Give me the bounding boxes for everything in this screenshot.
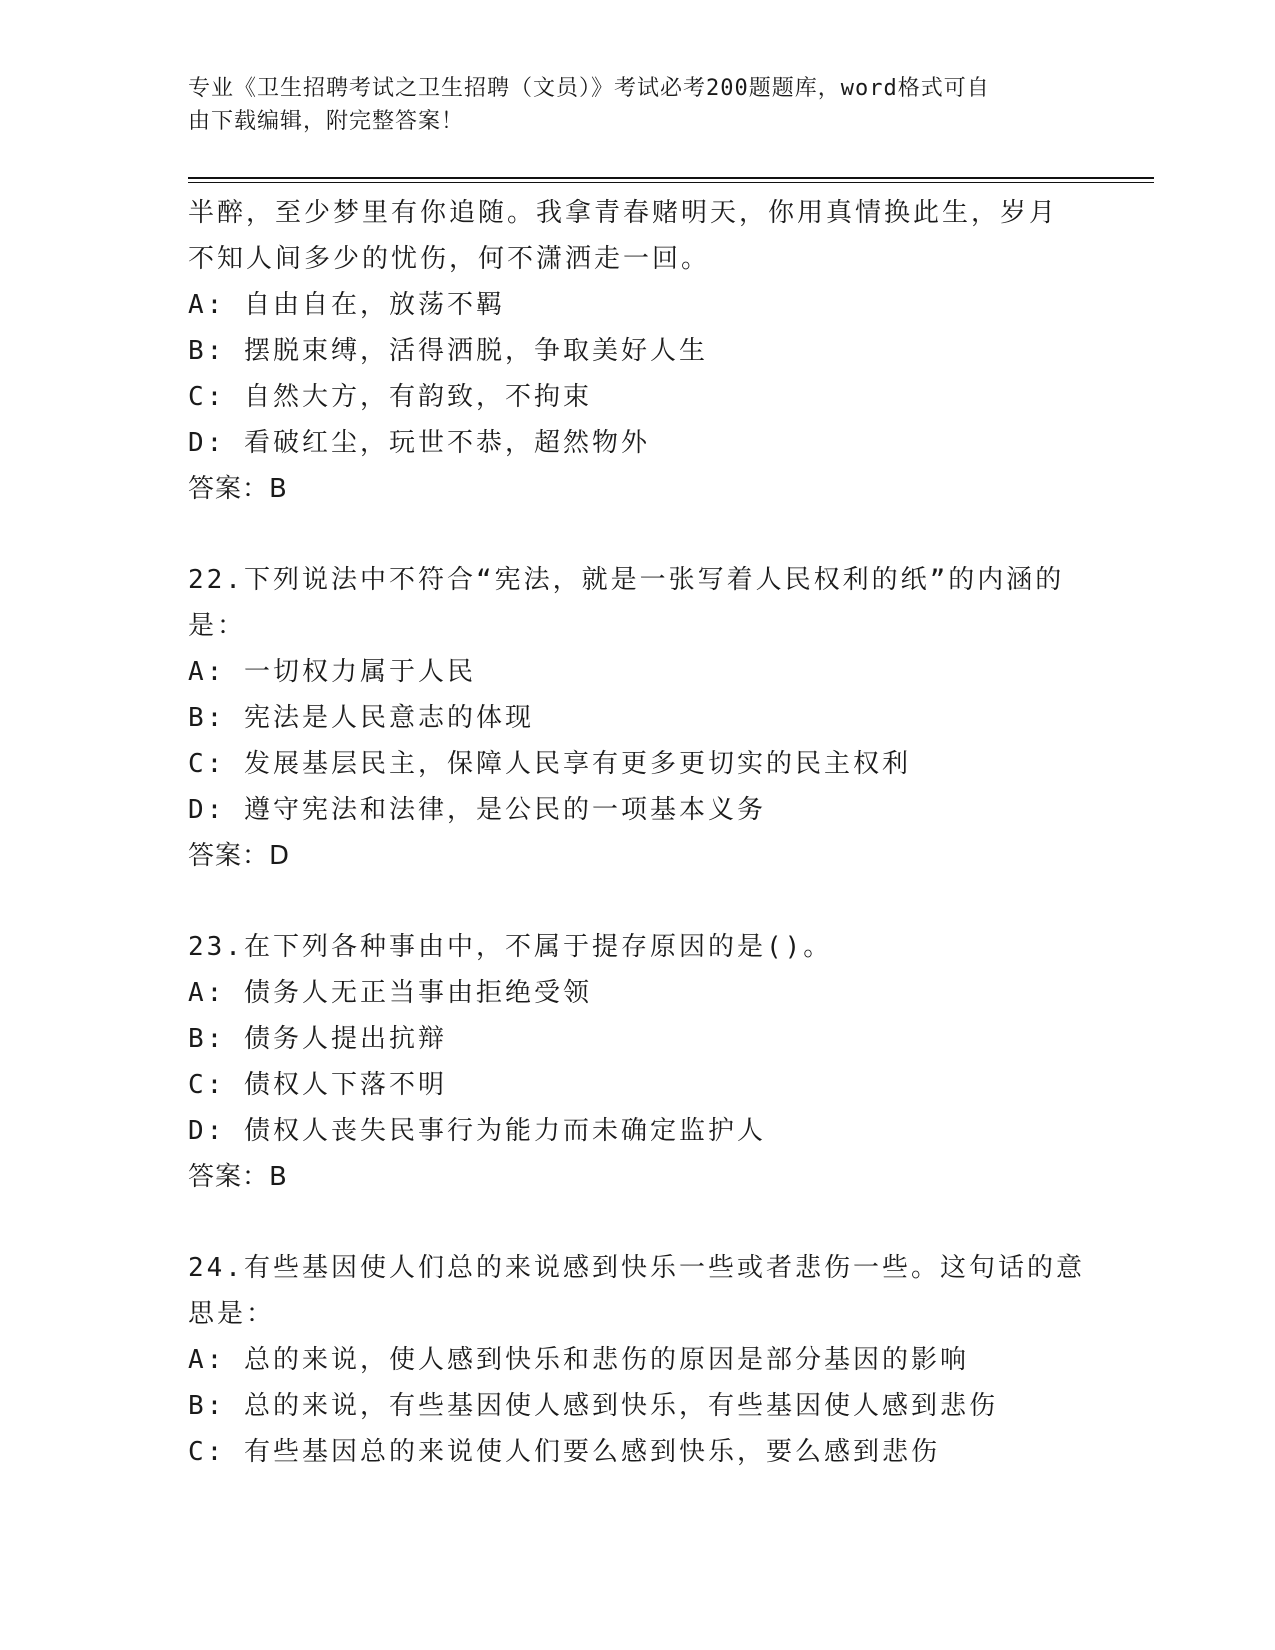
answer-line: 答案：D <box>188 841 291 871</box>
header-line-1: 专业《卫生招聘考试之卫生招聘（文员）》考试必考200题题库，word格式可自 <box>188 76 990 101</box>
option-d: D: 遵守宪法和法律，是公民的一项基本义务 <box>188 795 766 825</box>
question-stem-line: 半醉，至少梦里有你追随。我拿青春赌明天，你用真情换此生，岁月 <box>188 198 1059 228</box>
option-d: D: 债权人丧失民事行为能力而未确定监护人 <box>188 1116 766 1146</box>
document-header <box>188 72 1068 138</box>
question-21 <box>188 190 1088 512</box>
option-c: C: 发展基层民主，保障人民享有更多更切实的民主权利 <box>188 749 911 779</box>
question-stem-line: 22.下列说法中不符合“宪法，就是一张写着人民权利的纸”的内涵的 <box>188 565 1065 595</box>
question-stem-line: 是： <box>188 611 247 641</box>
question-24 <box>188 1245 1088 1475</box>
question-spacer <box>188 879 1088 924</box>
option-a: A: 自由自在，放荡不羁 <box>188 290 505 320</box>
question-stem-line: 思是： <box>188 1299 276 1329</box>
question-stem-line: 23.在下列各种事由中，不属于提存原因的是()。 <box>188 932 833 962</box>
option-b: B: 债务人提出抗辩 <box>188 1024 447 1054</box>
question-23 <box>188 924 1088 1200</box>
question-spacer <box>188 1200 1088 1245</box>
option-c: C: 债权人下落不明 <box>188 1070 447 1100</box>
option-a: A: 一切权力属于人民 <box>188 657 476 687</box>
header-line-2: 由下载编辑，附完整答案！ <box>188 109 465 134</box>
option-a: A: 债务人无正当事由拒绝受领 <box>188 978 592 1008</box>
option-c: C: 有些基因总的来说使人们要么感到快乐，要么感到悲伤 <box>188 1437 940 1467</box>
option-c: C: 自然大方，有韵致，不拘束 <box>188 382 592 412</box>
question-stem-line: 24.有些基因使人们总的来说感到快乐一些或者悲伤一些。这句话的意 <box>188 1253 1085 1283</box>
option-d: D: 看破红尘，玩世不恭，超然物外 <box>188 428 650 458</box>
option-b: B: 宪法是人民意志的体现 <box>188 703 534 733</box>
option-b: B: 摆脱束缚，活得洒脱，争取美好人生 <box>188 336 708 366</box>
option-a: A: 总的来说，使人感到快乐和悲伤的原因是部分基因的影响 <box>188 1345 969 1375</box>
question-list <box>188 190 1088 1475</box>
header-rule-thin <box>188 182 1154 183</box>
question-stem-line: 不知人间多少的忧伤，何不潇洒走一回。 <box>188 244 711 274</box>
question-spacer <box>188 512 1088 557</box>
answer-line: 答案：B <box>188 474 288 504</box>
option-b: B: 总的来说，有些基因使人感到快乐，有些基因使人感到悲伤 <box>188 1391 998 1421</box>
answer-line: 答案：B <box>188 1162 288 1192</box>
question-22 <box>188 557 1088 879</box>
header-rule-thick <box>188 177 1154 179</box>
